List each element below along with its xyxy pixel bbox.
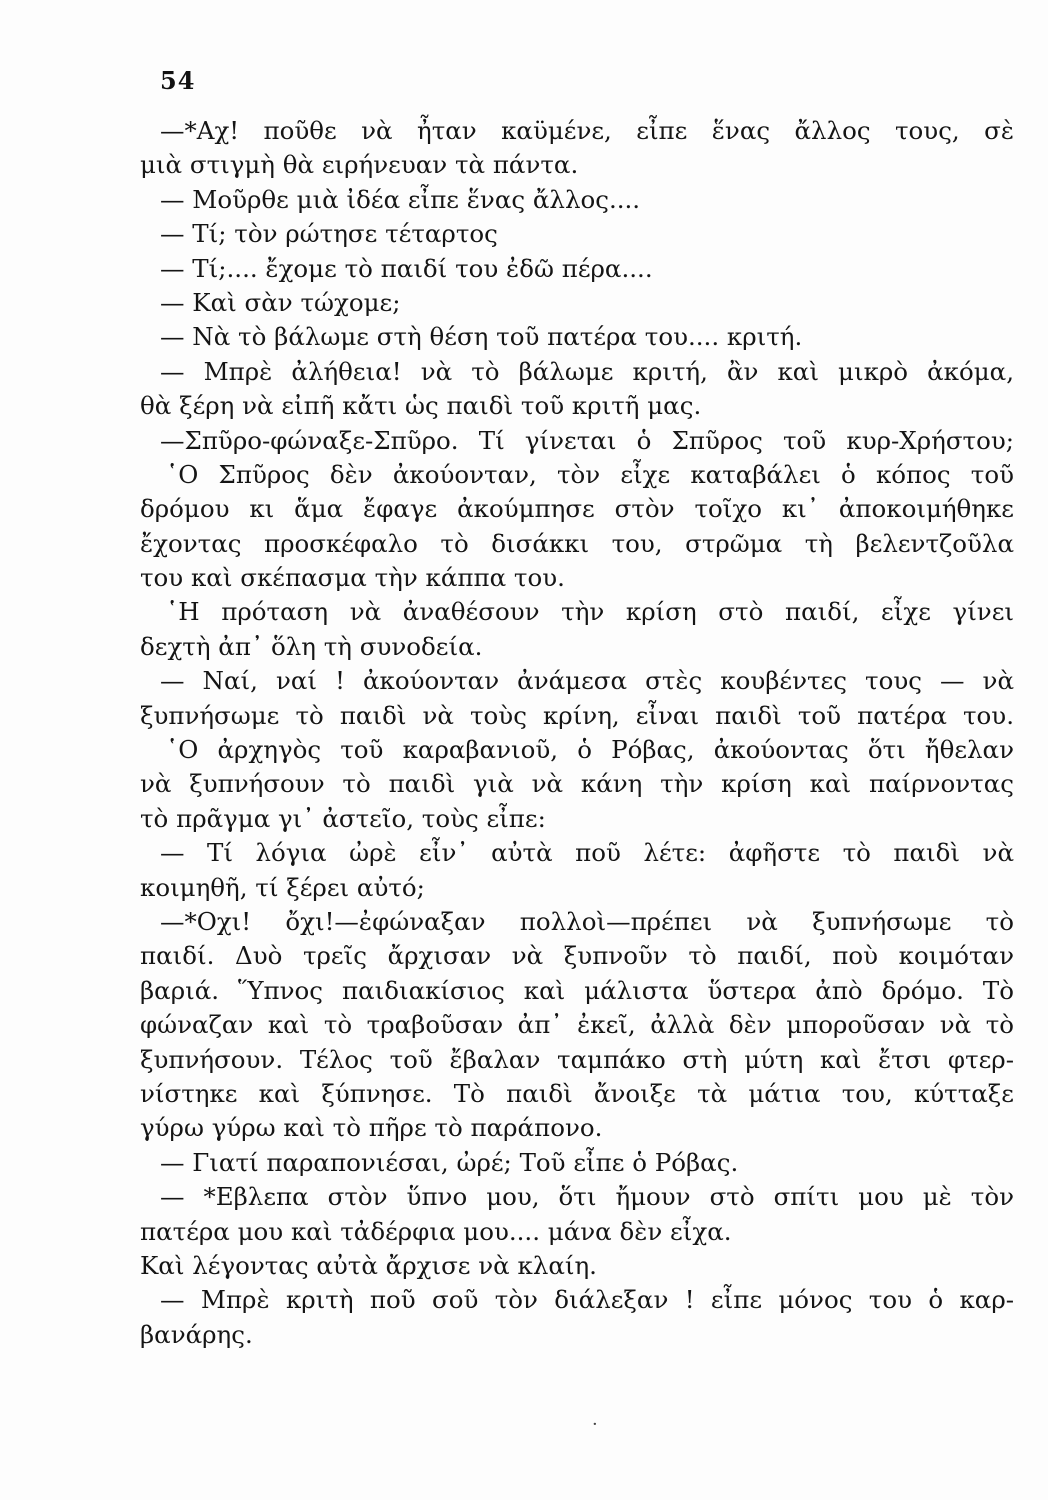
text-line: — Γιατί παραπονιέσαι, ὠρέ; Τοῦ εἶπε ὁ Ρόβας. — [160, 1147, 739, 1177]
text-line: — Τί;.... ἔχομε τὸ παιδί του ἐδῶ πέρα.... — [160, 253, 653, 283]
text-line: —Σπῦρο-φώναξε-Σπῦρο. Τί γίνεται ὁ Σπῦρος τοῦ κυρ-Χρήστου; — [160, 425, 1014, 455]
text-line: δεχτὴ ἀπ᾿ ὅλη τὴ συνοδεία. — [140, 631, 483, 661]
text-line: παιδί. Δυὸ τρεῖς ἄρχισαν νὰ ξυπνοῦν τὸ παιδί, ποὺ κοιμόταν — [140, 941, 1014, 971]
page-number: 54 — [160, 66, 196, 95]
text-line: — Τί; τὸν ρώτησε τέταρτος — [160, 219, 498, 249]
text-line: δρόμου κι ἅμα ἔφαγε ἀκούμπησε στὸν τοῖχο κι᾿ ἀποκοιμήθηκε — [140, 494, 1014, 524]
text-line: — Τί λόγια ὠρὲ εἶν᾿ αὐτὰ ποῦ λέτε: ἀφῆστε τὸ παιδὶ νὰ — [160, 838, 1014, 868]
text-line: — Μπρὲ κριτὴ ποῦ σοῦ τὸν διάλεξαν ! εἶπε μόνος του ὁ καρ- — [160, 1285, 1014, 1315]
text-line: — Ναί, ναί ! ἀκούονταν ἀνάμεσα στὲς κουβέντες τους — νὰ — [160, 666, 1014, 696]
text-line: — Νὰ τὸ βάλωμε στὴ θέση τοῦ πατέρα του.... κριτή. — [160, 322, 803, 352]
text-line: — Μοῦρθε μιὰ ἰδέα εἶπε ἕνας ἄλλος.... — [160, 184, 641, 214]
bottom-mark: · — [592, 1414, 598, 1435]
text-line: ξυπνήσωμε τὸ παιδὶ νὰ τοὺς κρίνη, εἶναι παιδὶ τοῦ πατέρα του. — [140, 700, 1014, 730]
text-line: φώναζαν καὶ τὸ τραβοῦσαν ἀπ᾿ ἐκεῖ, ἀλλὰ δὲν μποροῦσαν νὰ τὸ — [140, 1010, 1014, 1040]
text-line: τὸ πρᾶγμα γι᾿ ἀστεῖο, τοὺς εἶπε: — [140, 803, 546, 833]
text-line: ῾Ο Σπῦρος δὲν ἀκούονταν, τὸν εἶχε καταβάλει ὁ κόπος τοῦ — [166, 459, 1014, 489]
text-line: βανάρης. — [140, 1319, 253, 1349]
text-line: ῾Η πρόταση νὰ ἀναθέσουν τὴν κρίση στὸ παιδί, εἶχε γίνει — [166, 597, 1014, 627]
text-line: νὰ ξυπνήσουν τὸ παιδὶ γιὰ νὰ κάνη τὴν κρίση καὶ παίρνοντας — [140, 769, 1014, 799]
text-line: — Καὶ σὰν τώχομε; — [160, 287, 401, 317]
text-line: μιὰ στιγμὴ θὰ ειρήνευαν τὰ πάντα. — [140, 150, 579, 180]
text-line: κοιμηθῆ, τί ξέρει αὐτό; — [140, 872, 425, 902]
text-line: Καὶ λέγοντας αὐτὰ ἄρχισε νὰ κλαίη. — [140, 1250, 597, 1280]
text-line: ξυπνήσουν. Τέλος τοῦ ἔβαλαν ταμπάκο στὴ μύτη καὶ ἔτσι φτερ- — [140, 1044, 1014, 1074]
text-line: ῾Ο ἀρχηγὸς τοῦ καραβανιοῦ, ὁ Ρόβας, ἀκούοντας ὅτι ἤθελαν — [166, 735, 1014, 765]
text-line: γύρω γύρω καὶ τὸ πῆρε τὸ παράπονο. — [140, 1113, 603, 1143]
text-line: —*Οχι! ὄχι!—ἐφώναξαν πολλοὶ—πρέπει νὰ ξυπνήσωμε τὸ — [160, 906, 1014, 936]
text-line: θὰ ξέρη νὰ εἰπῆ κἄτι ὡς παιδὶ τοῦ κριτῆ μας. — [140, 391, 702, 421]
text-line: —*Αχ! ποῦθε νὰ ἦταν καϋμένε, εἶπε ἕνας ἄλλος τους, σὲ — [160, 116, 1014, 145]
text-line: — Μπρὲ ἀλήθεια! νὰ τὸ βάλωμε κριτή, ἂν καὶ μικρὸ ἀκόμα, — [160, 356, 1014, 386]
body-text — [140, 114, 1014, 1352]
text-line: πατέρα μου καὶ τἀδέρφια μου.... μάνα δὲν εἶχα. — [140, 1216, 732, 1246]
text-line: ἔχοντας προσκέφαλο τὸ δισάκκι του, στρῶμα τὴ βελεντζοῦλα — [140, 528, 1014, 558]
text-line: του καὶ σκέπασμα τὴν κάππα του. — [140, 563, 565, 593]
text-line: — *Εβλεπα στὸν ὕπνο μου, ὅτι ἤμουν στὸ σπίτι μου μὲ τὸν — [160, 1182, 1014, 1212]
text-line: βαριά. Ὕπνος παιδιακίσιος καὶ μάλιστα ὕστερα ἀπὸ δρόμο. Τὸ — [140, 975, 1014, 1005]
text-line: νίστηκε καὶ ξύπνησε. Τὸ παιδὶ ἄνοιξε τὰ μάτια του, κύτταξε — [140, 1078, 1014, 1108]
